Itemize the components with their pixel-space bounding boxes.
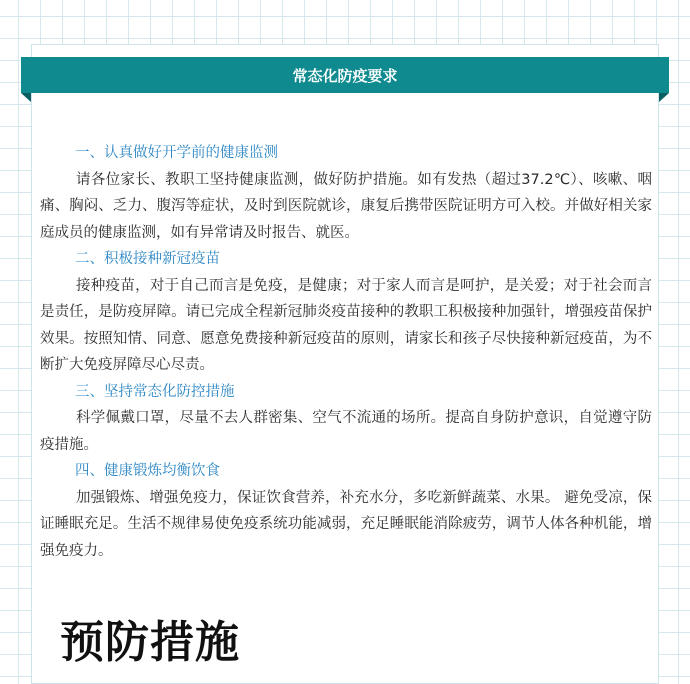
page-title: 常态化防疫要求 <box>292 66 398 85</box>
section-heading-3: 三、坚持常态化防控措施 <box>75 383 235 400</box>
ribbon-fold-left <box>21 93 31 102</box>
section-paragraph-2: 接种疫苗，对于自己而言是免疫，是健康；对于家人而言是呵护，是关爱；对于社会而言是责任，是防疫屏障。请已完成全程新冠肺炎疫苗接种的教职工积极接种加强针，增强疫苗保护效果。按照知情、同意、愿意免费接种新冠疫苗的原则，请家长和孩子尽快接种新冠疫苗，为不断扩大免疫屏障尽心尽责。 <box>40 277 652 373</box>
header-ribbon <box>21 57 669 93</box>
ribbon-fold-right <box>659 93 669 102</box>
section-paragraph-1: 请各位家长、教职工坚持健康监测，做好防护措施。如有发热（超过37.2℃）、咳嗽、咽痛、胸闷、乏力、腹泻等症状，及时到医院就诊，康复后携带医院证明方可入校。并做好相关家庭成员的健康监测，如有异常请及时报告、就医。 <box>40 171 652 241</box>
section-paragraph-3: 科学佩戴口罩，尽量不去人群密集、空气不流通的场所。提高自身防护意识，自觉遵守防疫措施。 <box>40 410 652 453</box>
section-paragraph-4: 加强锻炼、增强免疫力，保证饮食营养，补充水分，多吃新鲜蔬菜、水果。 避免受凉，保证睡眠充足。生活不规律易使免疫系统功能减弱，充足睡眠能消除疲劳，调节人体各种机能，增强免疫力。 <box>40 489 652 559</box>
article-body <box>40 140 652 564</box>
section-heading-2: 二、积极接种新冠疫苗 <box>75 251 220 267</box>
section-heading-4: 四、健康锻炼均衡饮食 <box>75 463 220 479</box>
image-title: 预防措施 <box>60 617 240 668</box>
section-heading-1: 一、认真做好开学前的健康监测 <box>75 145 278 161</box>
